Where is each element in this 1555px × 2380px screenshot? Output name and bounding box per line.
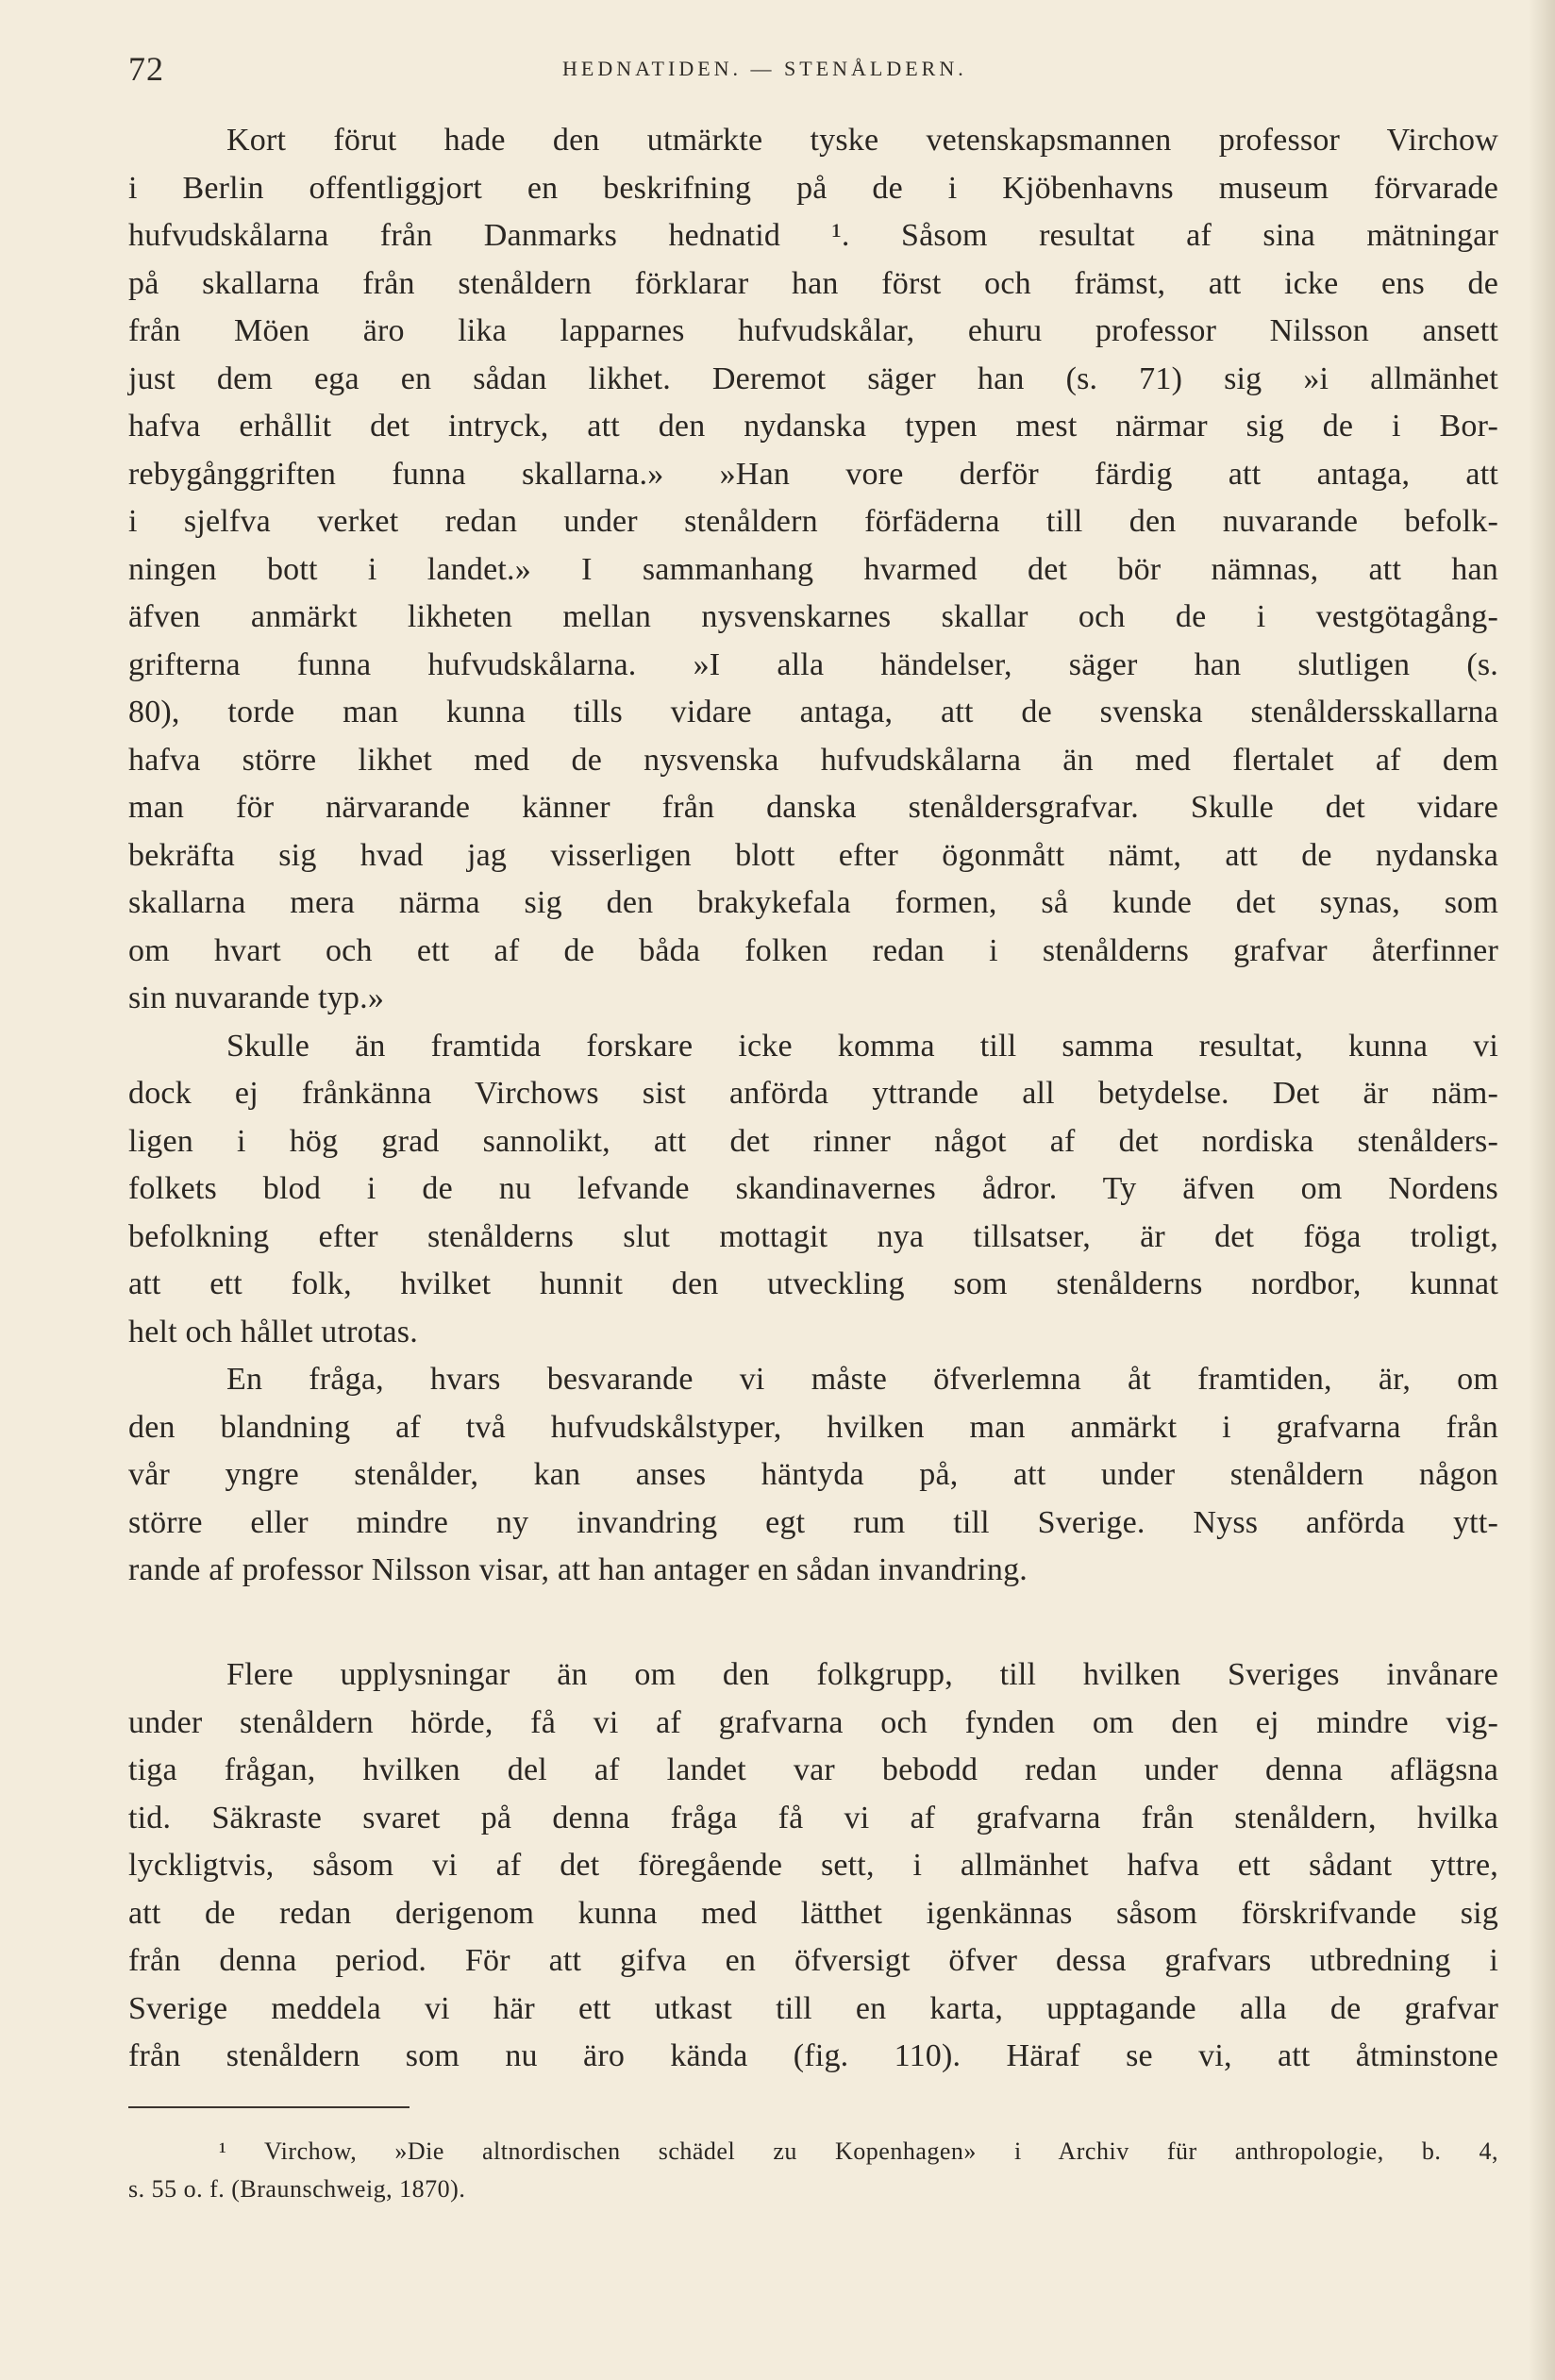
text-line: Skulle än framtida forskare icke komma till samma resultat, kunna vi bbox=[226, 1028, 1498, 1064]
text-line: att de redan derigenom kunna med lätthet igenkännas såsom förskrifvande sig bbox=[128, 1895, 1498, 1931]
text-line: dock ej frånkänna Virchows sist anförda yttrande all betydelse. Det är näm- bbox=[128, 1076, 1498, 1111]
text-line: folkets blod i de nu lefvande skandinavernes ådror. Ty äfven om Nordens bbox=[128, 1171, 1498, 1206]
text-line: ningen bott i landet.» I sammanhang hvarmed det bör nämnas, att han bbox=[128, 551, 1498, 587]
text-line: från stenåldern som nu äro kända (fig. 110). Häraf se vi, att åtminstone bbox=[128, 2038, 1498, 2073]
text-line: i sjelfva verket redan under stenåldern förfäderna till den nuvarande befolk- bbox=[128, 504, 1498, 539]
text-line: under stenåldern hörde, få vi af grafvarna och fynden om den ej mindre vig- bbox=[128, 1704, 1498, 1740]
text-line: 80), torde man kunna tills vidare antaga, att de svenska stenåldersskallarna bbox=[128, 695, 1498, 729]
text-line: att ett folk, hvilket hunnit den utveckling som stenålderns nordbor, kunnat bbox=[128, 1266, 1498, 1301]
text-line: lyckligtvis, såsom vi af det föregående sett, i allmänhet hafva ett sådant yttre, bbox=[128, 1848, 1498, 1883]
text-line: äfven anmärkt likheten mellan nysvenskarnes skallar och de i vestgötagång- bbox=[128, 599, 1498, 634]
page-edge-shadow bbox=[1529, 0, 1555, 2380]
text-line: skallarna mera närma sig den brakykefala formen, så kunde det synas, som bbox=[128, 885, 1498, 920]
text-line: Sverige meddela vi här ett utkast till en karta, upptagande alla de grafvar bbox=[128, 1990, 1498, 2026]
body-text bbox=[128, 117, 1498, 1595]
text-line: bekräfta sig hvad jag visserligen blott efter ögonmått nämt, att de nydanska bbox=[128, 837, 1498, 873]
text-line: man för närvarande känner från danska stenåldersgrafvar. Skulle det vidare bbox=[128, 790, 1498, 825]
text-line: större eller mindre ny invandring egt rum till Sverige. Nyss anförda ytt- bbox=[128, 1504, 1498, 1540]
footnote-line: s. 55 o. f. (Braunschweig, 1870). bbox=[128, 2175, 466, 2203]
paragraph-2 bbox=[128, 1023, 1498, 1357]
text-line: Flere upplysningar än om den folkgrupp, till hvilken Sveriges invånare bbox=[226, 1657, 1498, 1692]
text-line: just dem ega en sådan likhet. Deremot säger han (s. 71) sig »i allmänhet bbox=[128, 360, 1498, 396]
footnote-line: ¹ Virchow, »Die altnordischen schädel zu Kopenhagen» i Archiv für anthropologie, b. 4, bbox=[219, 2137, 1498, 2165]
text-line: ligen i hög grad sannolikt, att det rinner något af det nordiska stenålders- bbox=[128, 1123, 1498, 1159]
text-line: En fråga, hvars besvarande vi måste öfverlemna åt framtiden, är, om bbox=[226, 1362, 1498, 1397]
text-line: tiga frågan, hvilken del af landet var bebodd redan under denna aflägsna bbox=[128, 1752, 1498, 1787]
text-line: den blandning af två hufvudskålstyper, hvilken man anmärkt i grafvarna från bbox=[128, 1409, 1498, 1445]
paragraph-1 bbox=[128, 117, 1498, 1023]
running-head: HEDNATIDEN. — STENÅLDERN. bbox=[562, 57, 967, 80]
text-line: rande af professor Nilsson visar, att han antager en sådan invandring. bbox=[128, 1552, 1028, 1587]
page-header bbox=[128, 49, 1496, 91]
text-line: helt och hållet utrotas. bbox=[128, 1314, 418, 1349]
text-line: rebygånggriften funna skallarna.» »Han vore derför färdig att antaga, att bbox=[128, 456, 1498, 492]
text-line: på skallarna från stenåldern förklarar han först och främst, att icke ens de bbox=[128, 265, 1498, 301]
text-line: befolkning efter stenålderns slut mottagit nya tillsatser, är det föga troligt, bbox=[128, 1218, 1498, 1254]
paragraph-3 bbox=[128, 1356, 1498, 1595]
text-line: sin nuvarande typ.» bbox=[128, 980, 385, 1015]
text-line: hafva erhållit det intryck, att den nydanska typen mest närmar sig de i Bor- bbox=[128, 409, 1498, 444]
text-line: från Möen äro lika lapparnes hufvudskålar, ehuru professor Nilsson ansett bbox=[128, 313, 1498, 348]
page-number: 72 bbox=[128, 50, 164, 88]
text-line: hafva större likhet med de nysvenska hufvudskålarna än med flertalet af dem bbox=[128, 742, 1498, 778]
text-line: från denna period. För att gifva en öfversigt öfver dessa grafvars utbredning i bbox=[128, 1943, 1498, 1978]
text-line: tid. Säkraste svaret på denna fråga få vi af grafvarna från stenåldern, hvilka bbox=[128, 1800, 1498, 1835]
footnote-divider bbox=[128, 2106, 410, 2108]
text-line: i Berlin offentliggjort en beskrifning på de i Kjöbenhavns museum förvarade bbox=[128, 170, 1498, 206]
text-line: om hvart och ett af de båda folken redan i stenålderns grafvar återfinner bbox=[128, 932, 1498, 968]
text-line: grifterna funna hufvudskålarna. »I alla händelser, säger han slutligen (s. bbox=[128, 646, 1498, 682]
text-line: vår yngre stenålder, kan anses häntyda på, att under stenåldern någon bbox=[128, 1457, 1498, 1492]
text-line: hufvudskålarna från Danmarks hednatid ¹. Såsom resultat af sina mätningar bbox=[128, 218, 1498, 253]
footnote bbox=[128, 2133, 1498, 2208]
section-two-paragraph bbox=[128, 1651, 1498, 2081]
text-line: Kort förut hade den utmärkte tyske vetenskapsmannen professor Virchow bbox=[226, 123, 1498, 158]
